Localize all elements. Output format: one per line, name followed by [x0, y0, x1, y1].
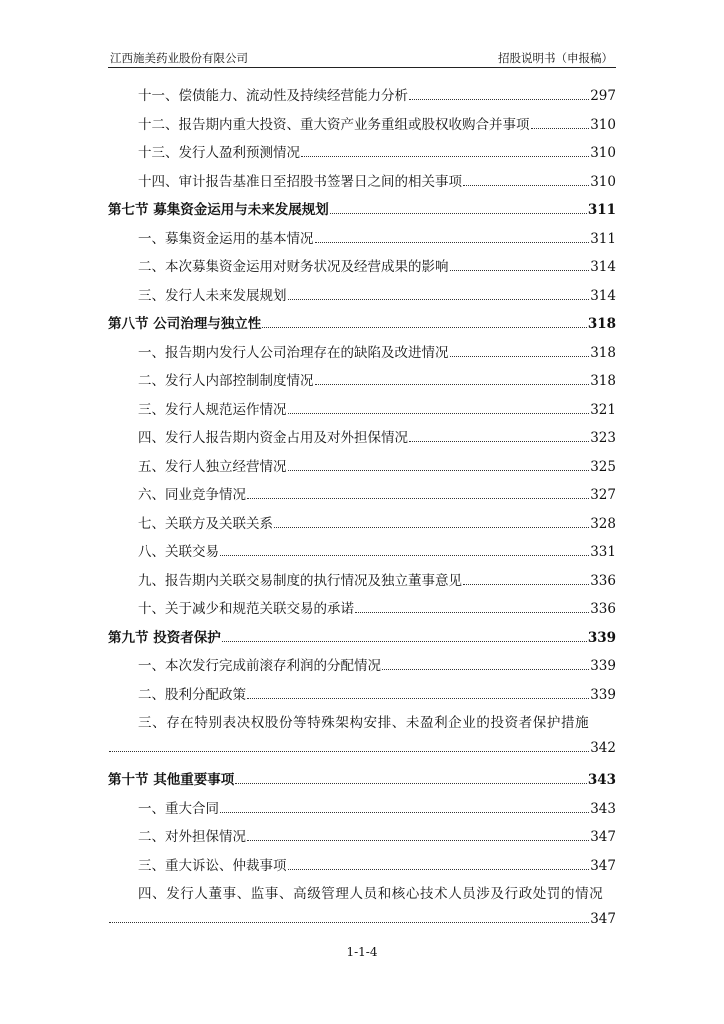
dot-leader	[247, 687, 589, 699]
toc-entry-page: 347	[590, 910, 616, 927]
dot-leader	[315, 231, 590, 243]
toc-entry-title: 十、关于减少和规范关联交易的承诺	[138, 601, 354, 617]
table-of-contents	[108, 84, 616, 939]
toc-entry-title: 十一、偿债能力、流动性及持续经营能力分析	[138, 88, 408, 104]
toc-entry-page: 310	[590, 145, 616, 161]
toc-section-title: 第七节 募集资金运用与未来发展规划	[108, 202, 329, 218]
toc-entry-title: 二、对外担保情况	[138, 829, 246, 845]
toc-entry-page: 336	[590, 572, 616, 589]
toc-entry[interactable]	[108, 141, 616, 170]
dot-leader	[288, 858, 590, 870]
toc-entry-title: 九、报告期内关联交易制度的执行情况及独立董事意见	[138, 572, 462, 589]
toc-entry-page: 318	[590, 373, 616, 389]
toc-section-title: 第十节 其他重要事项	[108, 772, 235, 788]
toc-entry[interactable]	[108, 455, 616, 484]
toc-entry[interactable]	[108, 227, 616, 256]
toc-entry[interactable]	[108, 654, 616, 683]
dot-leader	[220, 801, 589, 813]
page-number: 1-1-4	[346, 945, 378, 959]
toc-entry-page: 325	[590, 458, 616, 475]
toc-entry[interactable]	[108, 284, 616, 313]
dot-leader	[463, 174, 589, 186]
toc-entry-page: 323	[590, 430, 616, 446]
dot-leader	[463, 573, 589, 585]
toc-entry-page: 342	[590, 739, 616, 756]
dot-leader	[274, 516, 589, 528]
toc-section-page: 311	[587, 202, 616, 218]
toc-entry-page: 310	[590, 116, 616, 133]
toc-entry-page: 297	[590, 88, 616, 104]
toc-section-page: 339	[587, 629, 616, 646]
dot-leader	[409, 430, 589, 442]
toc-entry-title: 五、发行人独立经营情况	[138, 458, 287, 475]
toc-entry-title: 二、股利分配政策	[138, 686, 246, 703]
toc-entry[interactable]	[108, 597, 616, 626]
toc-entry-title: 三、存在特别表决权股份等特殊架构安排、未盈利企业的投资者保护措施	[138, 715, 590, 731]
toc-entry[interactable]	[108, 170, 616, 199]
dot-leader	[247, 487, 589, 499]
toc-entry-page: 321	[590, 401, 616, 418]
toc-entry-title: 四、发行人董事、监事、高级管理人员和核心技术人员涉及行政处罚的情况	[138, 886, 604, 902]
dot-leader	[109, 911, 589, 923]
toc-entry[interactable]	[108, 84, 616, 113]
header-divider	[108, 67, 616, 68]
toc-entry[interactable]	[108, 341, 616, 370]
toc-entry-page: 343	[590, 800, 616, 817]
toc-entry-page: 318	[590, 344, 616, 361]
toc-entry[interactable]	[108, 540, 616, 569]
toc-entry-wrapped[interactable]	[108, 711, 616, 740]
toc-entry[interactable]	[108, 398, 616, 427]
dot-leader	[450, 345, 590, 357]
dot-leader	[222, 630, 587, 642]
toc-entry[interactable]	[108, 369, 616, 398]
dot-leader	[288, 402, 590, 414]
toc-entry[interactable]	[108, 569, 616, 598]
toc-section-page: 343	[587, 772, 616, 788]
toc-entry-title: 八、关联交易	[138, 544, 219, 560]
header-document-title: 招股说明书（申报稿）	[498, 51, 613, 65]
toc-entry-page: 314	[590, 259, 616, 275]
dot-leader	[288, 288, 590, 300]
toc-entry-title: 四、发行人报告期内资金占用及对外担保情况	[138, 430, 408, 446]
toc-entry[interactable]	[108, 113, 616, 142]
toc-entry[interactable]	[108, 797, 616, 826]
toc-entry-title: 一、重大合同	[138, 800, 219, 817]
toc-entry-wrapped[interactable]	[108, 882, 616, 911]
toc-entry-continuation	[108, 740, 616, 769]
dot-leader	[301, 145, 589, 157]
toc-entry-title: 十四、审计报告基准日至招股书签署日之间的相关事项	[138, 173, 462, 190]
toc-entry-page: 311	[590, 230, 616, 247]
dot-leader	[235, 772, 587, 784]
toc-entry-title: 三、发行人未来发展规划	[138, 287, 287, 304]
toc-entry-title: 七、关联方及关联关系	[138, 515, 273, 532]
toc-entry-page: 339	[590, 686, 616, 703]
toc-entry[interactable]	[108, 825, 616, 854]
toc-entry-title: 三、重大诉讼、仲裁事项	[138, 857, 287, 874]
toc-entry-page: 336	[590, 601, 616, 617]
dot-leader	[220, 544, 589, 556]
toc-entry-page: 339	[590, 658, 616, 674]
dot-leader	[315, 373, 590, 385]
toc-entry-continuation	[108, 911, 616, 940]
toc-entry-page: 328	[590, 515, 616, 532]
toc-entry-title: 一、报告期内发行人公司治理存在的缺陷及改进情况	[138, 344, 449, 361]
toc-entry-title: 二、本次募集资金运用对财务状况及经营成果的影响	[138, 259, 449, 275]
toc-section-title: 第八节 公司治理与独立性	[108, 316, 262, 332]
toc-entry-page: 314	[590, 287, 616, 304]
dot-leader	[262, 316, 587, 328]
toc-entry-title: 三、发行人规范运作情况	[138, 401, 287, 418]
toc-entry-page: 347	[590, 857, 616, 874]
dot-leader	[109, 740, 589, 752]
toc-entry-page: 331	[590, 544, 616, 560]
dot-leader	[409, 88, 589, 100]
toc-entry-page: 347	[590, 829, 616, 845]
dot-leader	[355, 601, 589, 613]
dot-leader	[450, 259, 590, 271]
toc-section[interactable]	[108, 626, 616, 655]
toc-entry-title: 十三、发行人盈利预测情况	[138, 145, 300, 161]
dot-leader	[288, 459, 590, 471]
toc-entry[interactable]	[108, 512, 616, 541]
dot-leader	[330, 202, 587, 214]
toc-section[interactable]	[108, 198, 616, 227]
toc-entry-title: 一、募集资金运用的基本情况	[138, 230, 314, 247]
toc-section[interactable]	[108, 768, 616, 797]
toc-entry-page: 310	[590, 173, 616, 190]
dot-leader	[531, 117, 590, 129]
toc-entry-title: 六、同业竞争情况	[138, 487, 246, 503]
toc-section[interactable]	[108, 312, 616, 341]
toc-entry-title: 二、发行人内部控制制度情况	[138, 373, 314, 389]
toc-section-title: 第九节 投资者保护	[108, 629, 221, 646]
dot-leader	[247, 829, 589, 841]
toc-entry[interactable]	[108, 426, 616, 455]
toc-entry-title: 一、本次发行完成前滚存利润的分配情况	[138, 658, 381, 674]
toc-entry-title: 十二、报告期内重大投资、重大资产业务重组或股权收购合并事项	[138, 116, 530, 133]
dot-leader	[382, 658, 589, 670]
toc-entry[interactable]	[108, 854, 616, 883]
toc-section-page: 318	[587, 316, 616, 332]
toc-entry-page: 327	[590, 487, 616, 503]
toc-entry[interactable]	[108, 683, 616, 712]
toc-entry[interactable]	[108, 255, 616, 284]
toc-entry[interactable]	[108, 483, 616, 512]
header-company: 江西施美药业股份有限公司	[110, 51, 248, 65]
